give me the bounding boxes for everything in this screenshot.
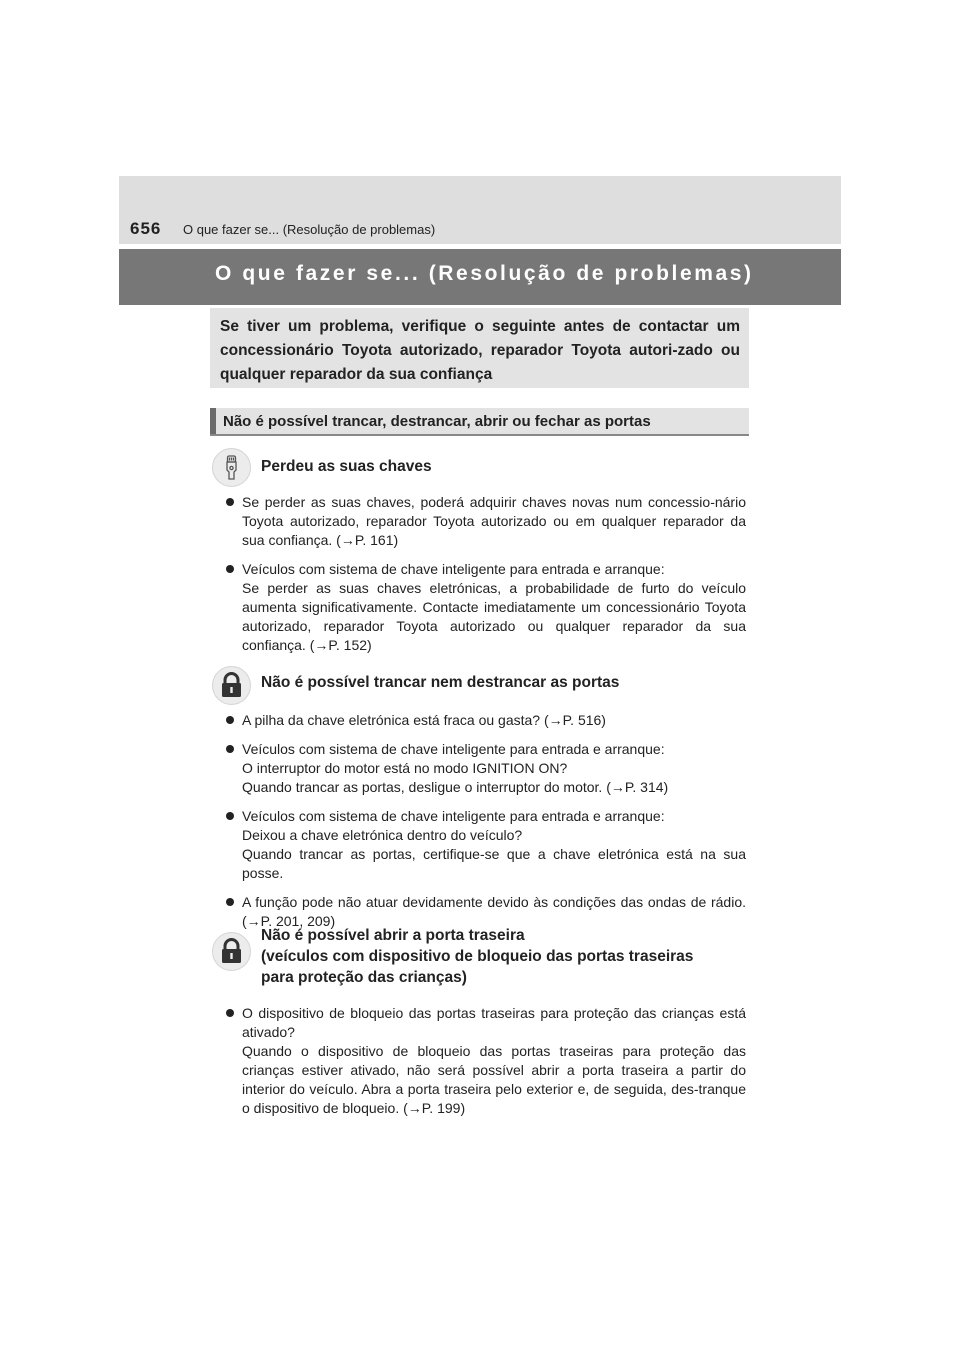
section-header: [210, 408, 749, 436]
subhead-line: para proteção das crianças): [261, 969, 467, 986]
section-title: Não é possível trancar, destrancar, abrir ou fechar as portas: [223, 413, 651, 430]
item-text: Quando trancar as portas, desligue o interruptor do motor. (→P. 314): [242, 779, 669, 795]
subhead-cannot-lock: Não é possível trancar nem destrancar as portas: [261, 674, 620, 691]
item-text: O interruptor do motor está no modo IGNITION ON?: [242, 760, 568, 776]
list-item: [220, 493, 746, 550]
list-cannot-lock: [220, 711, 746, 941]
list-item: [220, 560, 746, 655]
subhead-line: Não é possível abrir a porta traseira: [261, 927, 525, 944]
item-text: Se perder as suas chaves eletrónicas, a probabilidade de furto do veículo aumenta significativamente. Contacte imediatamente um concessionário Toyota autorizado, reparador Toyota autorizado ou qualquer reparador da sua confiança. (→P. 152): [242, 580, 746, 653]
item-text: O dispositivo de bloqueio das portas traseiras para proteção das crianças está ativado?: [242, 1005, 746, 1040]
item-text: Deixou a chave eletrónica dentro do veículo?: [242, 827, 523, 843]
running-header: O que fazer se... (Resolução de problemas): [183, 222, 436, 237]
intro-text: Se tiver um problema, verifique o seguinte antes de contactar um concessionário Toyota autorizado, reparador Toyota autori-zado ou qualquer reparador da sua confiança: [220, 318, 740, 383]
item-text: Quando o dispositivo de bloqueio das portas traseiras para proteção das crianças estiver ativado, não será possível abrir a porta traseira a partir do interior do veículo. Abra a porta traseira pelo exterior e, de seguida, des-tranque o dispositivo de bloqueio. (→P. 199): [242, 1043, 746, 1116]
section-accent: [210, 408, 216, 434]
item-text: A função pode não atuar devidamente devido às condições das ondas de rádio. (→P. 201, 209): [242, 894, 746, 929]
item-text: Veículos com sistema de chave inteligente para entrada e arranque:: [242, 561, 665, 577]
list-item: [220, 807, 746, 883]
item-text: Veículos com sistema de chave inteligente para entrada e arranque:: [242, 741, 665, 757]
chapter-title: O que fazer se... (Resolução de problemas): [215, 262, 754, 285]
item-text: Veículos com sistema de chave inteligente para entrada e arranque:: [242, 808, 665, 824]
lock-icon: [212, 932, 251, 971]
list-item: [220, 740, 746, 797]
subhead-lost-keys: Perdeu as suas chaves: [261, 458, 432, 475]
list-lost-keys: [220, 493, 746, 665]
list-item: [220, 1004, 746, 1118]
subhead-line: (veículos com dispositivo de bloqueio das portas traseiras: [261, 948, 694, 965]
list-item: [220, 711, 746, 730]
list-cannot-open-rear: [220, 1004, 746, 1128]
item-text: Quando trancar as portas, certifique-se que a chave eletrónica está na sua posse.: [242, 846, 746, 881]
lock-icon: [212, 666, 251, 705]
item-text: A pilha da chave eletrónica está fraca ou gasta? (→P. 516): [242, 712, 606, 728]
key-icon: [212, 448, 251, 487]
page-number: 656: [130, 219, 162, 238]
subhead-cannot-open-rear: [261, 925, 693, 988]
item-text: Se perder as suas chaves, poderá adquirir chaves novas num concessio-nário Toyota autorizado, reparador Toyota autorizado ou em qualquer reparador da sua confiança. (→P. 161): [242, 494, 746, 548]
